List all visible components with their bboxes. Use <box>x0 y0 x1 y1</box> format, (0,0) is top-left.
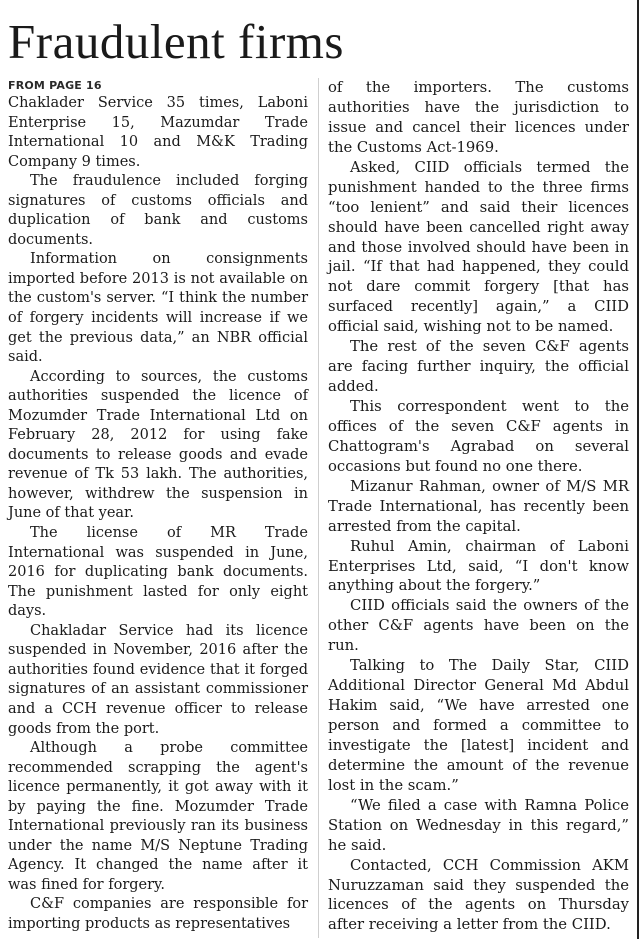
paragraph: This correspondent went to the offices of the seven C&F agents in Chattogram's Agrabad on several occasions but found no one there. <box>328 398 629 475</box>
paragraph: According to sources, the customs authorities suspended the licence of Mozumder Trade International Ltd on February 28, 2012 for using fake documents to release goods and evade revenue of Tk 53 lakh. The authorities, however, withdrew the suspension in June of that year. <box>8 368 308 522</box>
column-divider <box>318 78 319 938</box>
paragraph: Ruhul Amin, chairman of Laboni Enterprises Ltd, said, “I don't know anything about the forgery.” <box>328 537 629 595</box>
paragraph: The license of MR Trade International was suspended in June, 2016 for duplicating bank documents. The punishment lasted for only eight days. <box>8 525 308 620</box>
paragraph: CIID officials said the owners of the other C&F agents have been on the run. <box>328 597 629 655</box>
paragraph: “We filed a case with Ramna Police Station on Wednesday in this regard,” he said. <box>328 796 629 854</box>
article-column-left <box>8 78 308 935</box>
paragraph: The rest of the seven C&F agents are facing further inquiry, the official added. <box>328 338 629 396</box>
article-column-right <box>328 78 629 935</box>
paragraph: Contacted, CCH Commission AKM Nuruzzaman said they suspended the licences of the agents on Thursday after receiving a letter from the CIID. <box>328 856 629 934</box>
paragraph: of the importers. The customs authorities have the jurisdiction to issue and cancel their licences under the Customs Act-1969. <box>328 79 629 156</box>
paragraph: Information on consignments imported before 2013 is not available on the custom's server. “I think the number of forgery incidents will increase if we get the previous data,” an NBR official said. <box>8 251 308 366</box>
paragraph: The fraudulence included forging signatures of customs officials and duplication of bank and customs documents. <box>8 173 308 248</box>
paragraph: Although a probe committee recommended scrapping the agent's licence permanently, it got away with it by paying the fine. Mozumder Trade International previously ran its business under the name M/S Neptune Trading Agency. It changed the name after it was fined for forgery. <box>8 740 308 893</box>
paragraph: Chaklader Service 35 times, Laboni Enterprise 15, Mazumdar Trade International 10 and M&K Trading Company 9 times. <box>8 95 308 170</box>
paragraph: Talking to The Daily Star, CIID Additional Director General Md Abdul Hakim said, “We have arrested one person and formed a committee to investigate the [latest] incident and determine the amount of the revenue lost in the scam.” <box>328 657 629 794</box>
jump-line: FROM PAGE 16 <box>8 79 102 92</box>
headline: Fraudulent firms <box>8 14 344 69</box>
paragraph: Chakladar Service had its licence suspended in November, 2016 after the authorities found evidence that it forged signatures of an assistant commissioner and a CCH revenue officer to release goods from the port. <box>8 622 308 737</box>
paragraph: Mizanur Rahman, owner of M/S MR Trade International, has recently been arrested from the capital. <box>328 477 629 535</box>
paragraph: Asked, CIID officials termed the punishment handed to the three firms “too lenient” and said their licences should have been cancelled right away and those involved should have been in jail. “If that had happened, they could not dare commit forgery [that has surfaced recently] again,” a CIID official said, wishing not to be named. <box>328 158 629 336</box>
paragraph: C&F companies are responsible for importing products as representatives <box>8 896 308 932</box>
